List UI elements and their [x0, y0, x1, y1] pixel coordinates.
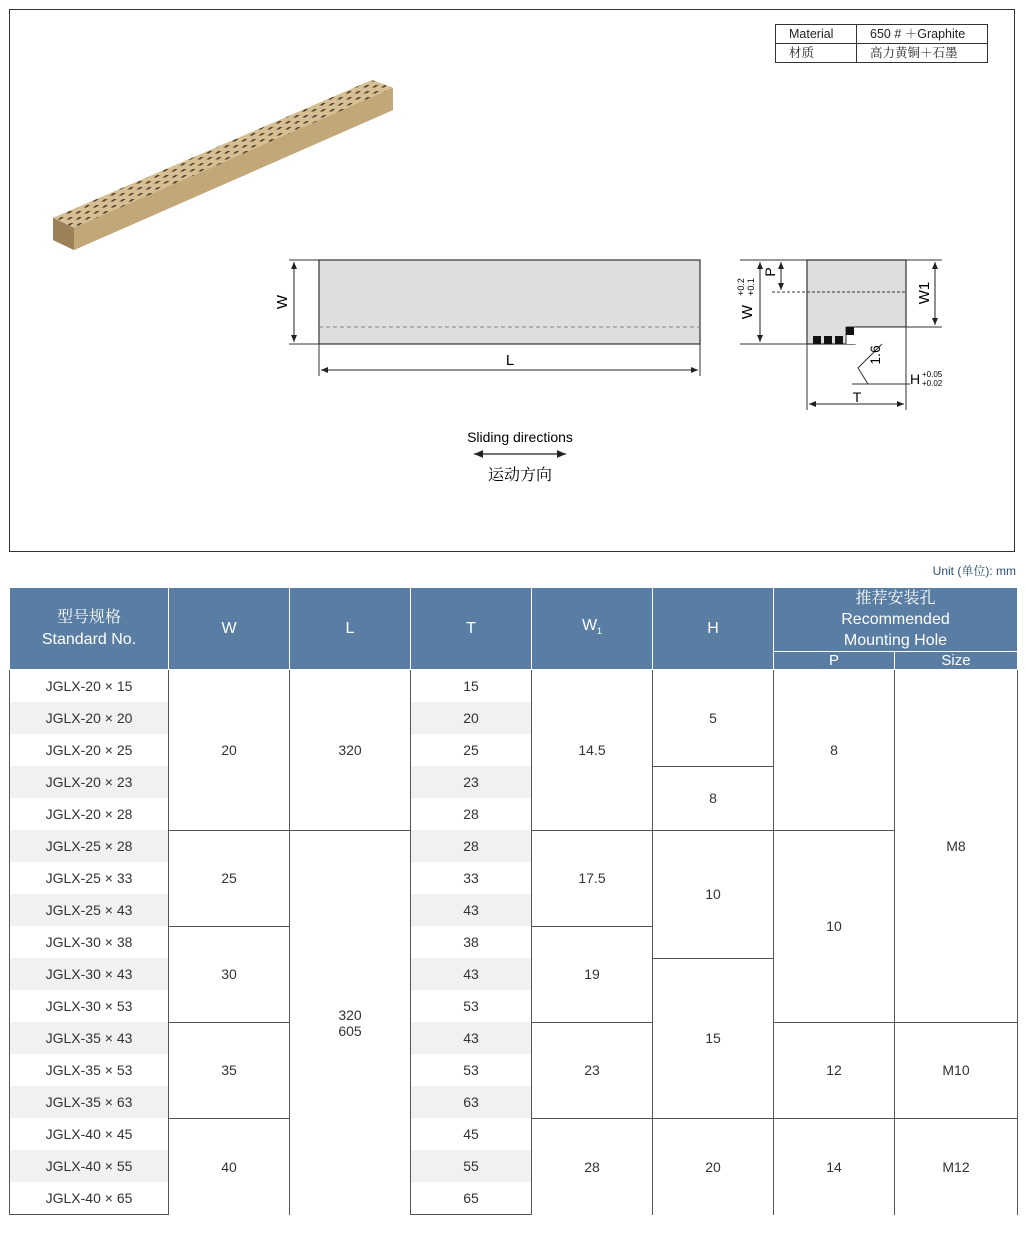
front-view: [274, 260, 700, 376]
sliding-label-en: Sliding directions: [467, 429, 573, 445]
sliding-direction: [467, 429, 573, 484]
cell-w: 35: [169, 1022, 290, 1118]
cell-w1: 23: [532, 1022, 653, 1118]
cell-t: 43: [411, 894, 532, 926]
cell-size: M10: [895, 1022, 1018, 1118]
tol-lower: +0.1: [746, 278, 756, 296]
table-row: [10, 830, 1018, 862]
header-size: Size: [895, 652, 1018, 670]
table-row: [10, 670, 1018, 703]
cell-w1: 19: [532, 926, 653, 1022]
cell-w: 40: [169, 1118, 290, 1215]
cell-standard-no: JGLX-20 × 25: [10, 734, 169, 766]
cell-t: 33: [411, 862, 532, 894]
dim-W1: W1: [916, 281, 933, 305]
header-w: W: [169, 588, 290, 670]
cell-t: 55: [411, 1150, 532, 1182]
cell-t: 65: [411, 1182, 532, 1215]
cell-t: 53: [411, 1054, 532, 1086]
unit-label: Unit (单位): mm: [932, 564, 1016, 578]
cell-t: 53: [411, 990, 532, 1022]
cell-w1: 17.5: [532, 830, 653, 926]
header-std-cn: 型号规格: [56, 608, 121, 626]
cell-w: 20: [169, 670, 290, 831]
header-recommended: [774, 588, 1018, 652]
cell-t: 43: [411, 958, 532, 990]
cell-standard-no: JGLX-25 × 28: [10, 830, 169, 862]
cell-p: 8: [774, 670, 895, 831]
cell-l: [290, 830, 411, 1215]
cell-t: 23: [411, 766, 532, 798]
header-l: L: [290, 588, 411, 670]
header-std-en: Standard No.: [41, 630, 137, 648]
cell-standard-no: JGLX-35 × 63: [10, 1086, 169, 1118]
cell-h: 8: [653, 766, 774, 830]
header-standard: [10, 588, 169, 670]
technical-drawing: [0, 0, 1026, 560]
header-rec-cn: 推荐安装孔: [855, 590, 936, 607]
material-value: 高力黄铜＋石墨: [857, 44, 988, 63]
cell-t: 15: [411, 670, 532, 703]
cell-standard-no: JGLX-30 × 43: [10, 958, 169, 990]
cell-h: 5: [653, 670, 774, 767]
cell-w: 30: [169, 926, 290, 1022]
cell-standard-no: JGLX-20 × 15: [10, 670, 169, 703]
dim-H: H: [910, 371, 921, 387]
cell-t: 20: [411, 702, 532, 734]
h-tol-upper: +0.05: [922, 370, 943, 379]
cell-standard-no: JGLX-30 × 38: [10, 926, 169, 958]
cell-size: M8: [895, 670, 1018, 1023]
cell-p: 14: [774, 1118, 895, 1215]
cell-standard-no: JGLX-20 × 28: [10, 798, 169, 830]
cell-t: 28: [411, 798, 532, 830]
header-p: P: [774, 652, 895, 670]
header-w1: $W_1$: [532, 588, 653, 670]
cell-standard-no: JGLX-25 × 33: [10, 862, 169, 894]
material-key: Material: [776, 25, 857, 44]
header-rec-en2: Mounting Hole: [843, 632, 948, 649]
cell-l: 320: [290, 670, 411, 831]
cell-standard-no: JGLX-20 × 23: [10, 766, 169, 798]
header-h: H: [653, 588, 774, 670]
dim-W: W: [274, 294, 291, 310]
cell-standard-no: JGLX-30 × 53: [10, 990, 169, 1022]
cell-l-value: 605: [338, 1022, 362, 1039]
cell-standard-no: JGLX-25 × 43: [10, 894, 169, 926]
cell-w1: 28: [532, 1118, 653, 1215]
cell-l-value: 320: [338, 1006, 362, 1023]
cell-t: 63: [411, 1086, 532, 1118]
spec-table-body: [10, 670, 1018, 1215]
header-t: T: [411, 588, 532, 670]
spec-table: [9, 587, 1018, 1215]
dim-P: P: [762, 267, 778, 277]
tol-upper: +0.2: [736, 278, 746, 296]
cell-standard-no: JGLX-40 × 65: [10, 1182, 169, 1215]
side-view: [736, 260, 943, 410]
cell-p: 12: [774, 1022, 895, 1118]
cell-t: 38: [411, 926, 532, 958]
cell-t: 25: [411, 734, 532, 766]
table-row: [10, 1022, 1018, 1054]
cell-standard-no: JGLX-35 × 43: [10, 1022, 169, 1054]
cell-w1: 14.5: [532, 670, 653, 831]
cell-p: 10: [774, 830, 895, 1022]
cell-standard-no: JGLX-40 × 55: [10, 1150, 169, 1182]
roughness-value: 1.6: [867, 345, 883, 365]
dim-W-tol: W: [739, 304, 756, 320]
cell-standard-no: JGLX-35 × 53: [10, 1054, 169, 1086]
material-value: 650 # ＋Graphite: [857, 25, 988, 44]
material-key: 材质: [776, 44, 857, 63]
dim-T: T: [852, 389, 862, 405]
cell-t: 45: [411, 1118, 532, 1150]
cell-standard-no: JGLX-40 × 45: [10, 1118, 169, 1150]
cell-h: 15: [653, 958, 774, 1118]
cell-h: 20: [653, 1118, 774, 1215]
cell-h: 10: [653, 830, 774, 958]
cell-standard-no: JGLX-20 × 20: [10, 702, 169, 734]
product-render: [53, 80, 393, 250]
dim-L: L: [505, 352, 515, 369]
h-tol-lower: +0.02: [922, 379, 943, 388]
cell-w: 25: [169, 830, 290, 926]
cell-t: 43: [411, 1022, 532, 1054]
header-rec-en1: Recommended: [841, 611, 950, 628]
cell-size: M12: [895, 1118, 1018, 1215]
table-row: [10, 1118, 1018, 1150]
sliding-label-cn: 运动方向: [487, 467, 553, 484]
cell-t: 28: [411, 830, 532, 862]
